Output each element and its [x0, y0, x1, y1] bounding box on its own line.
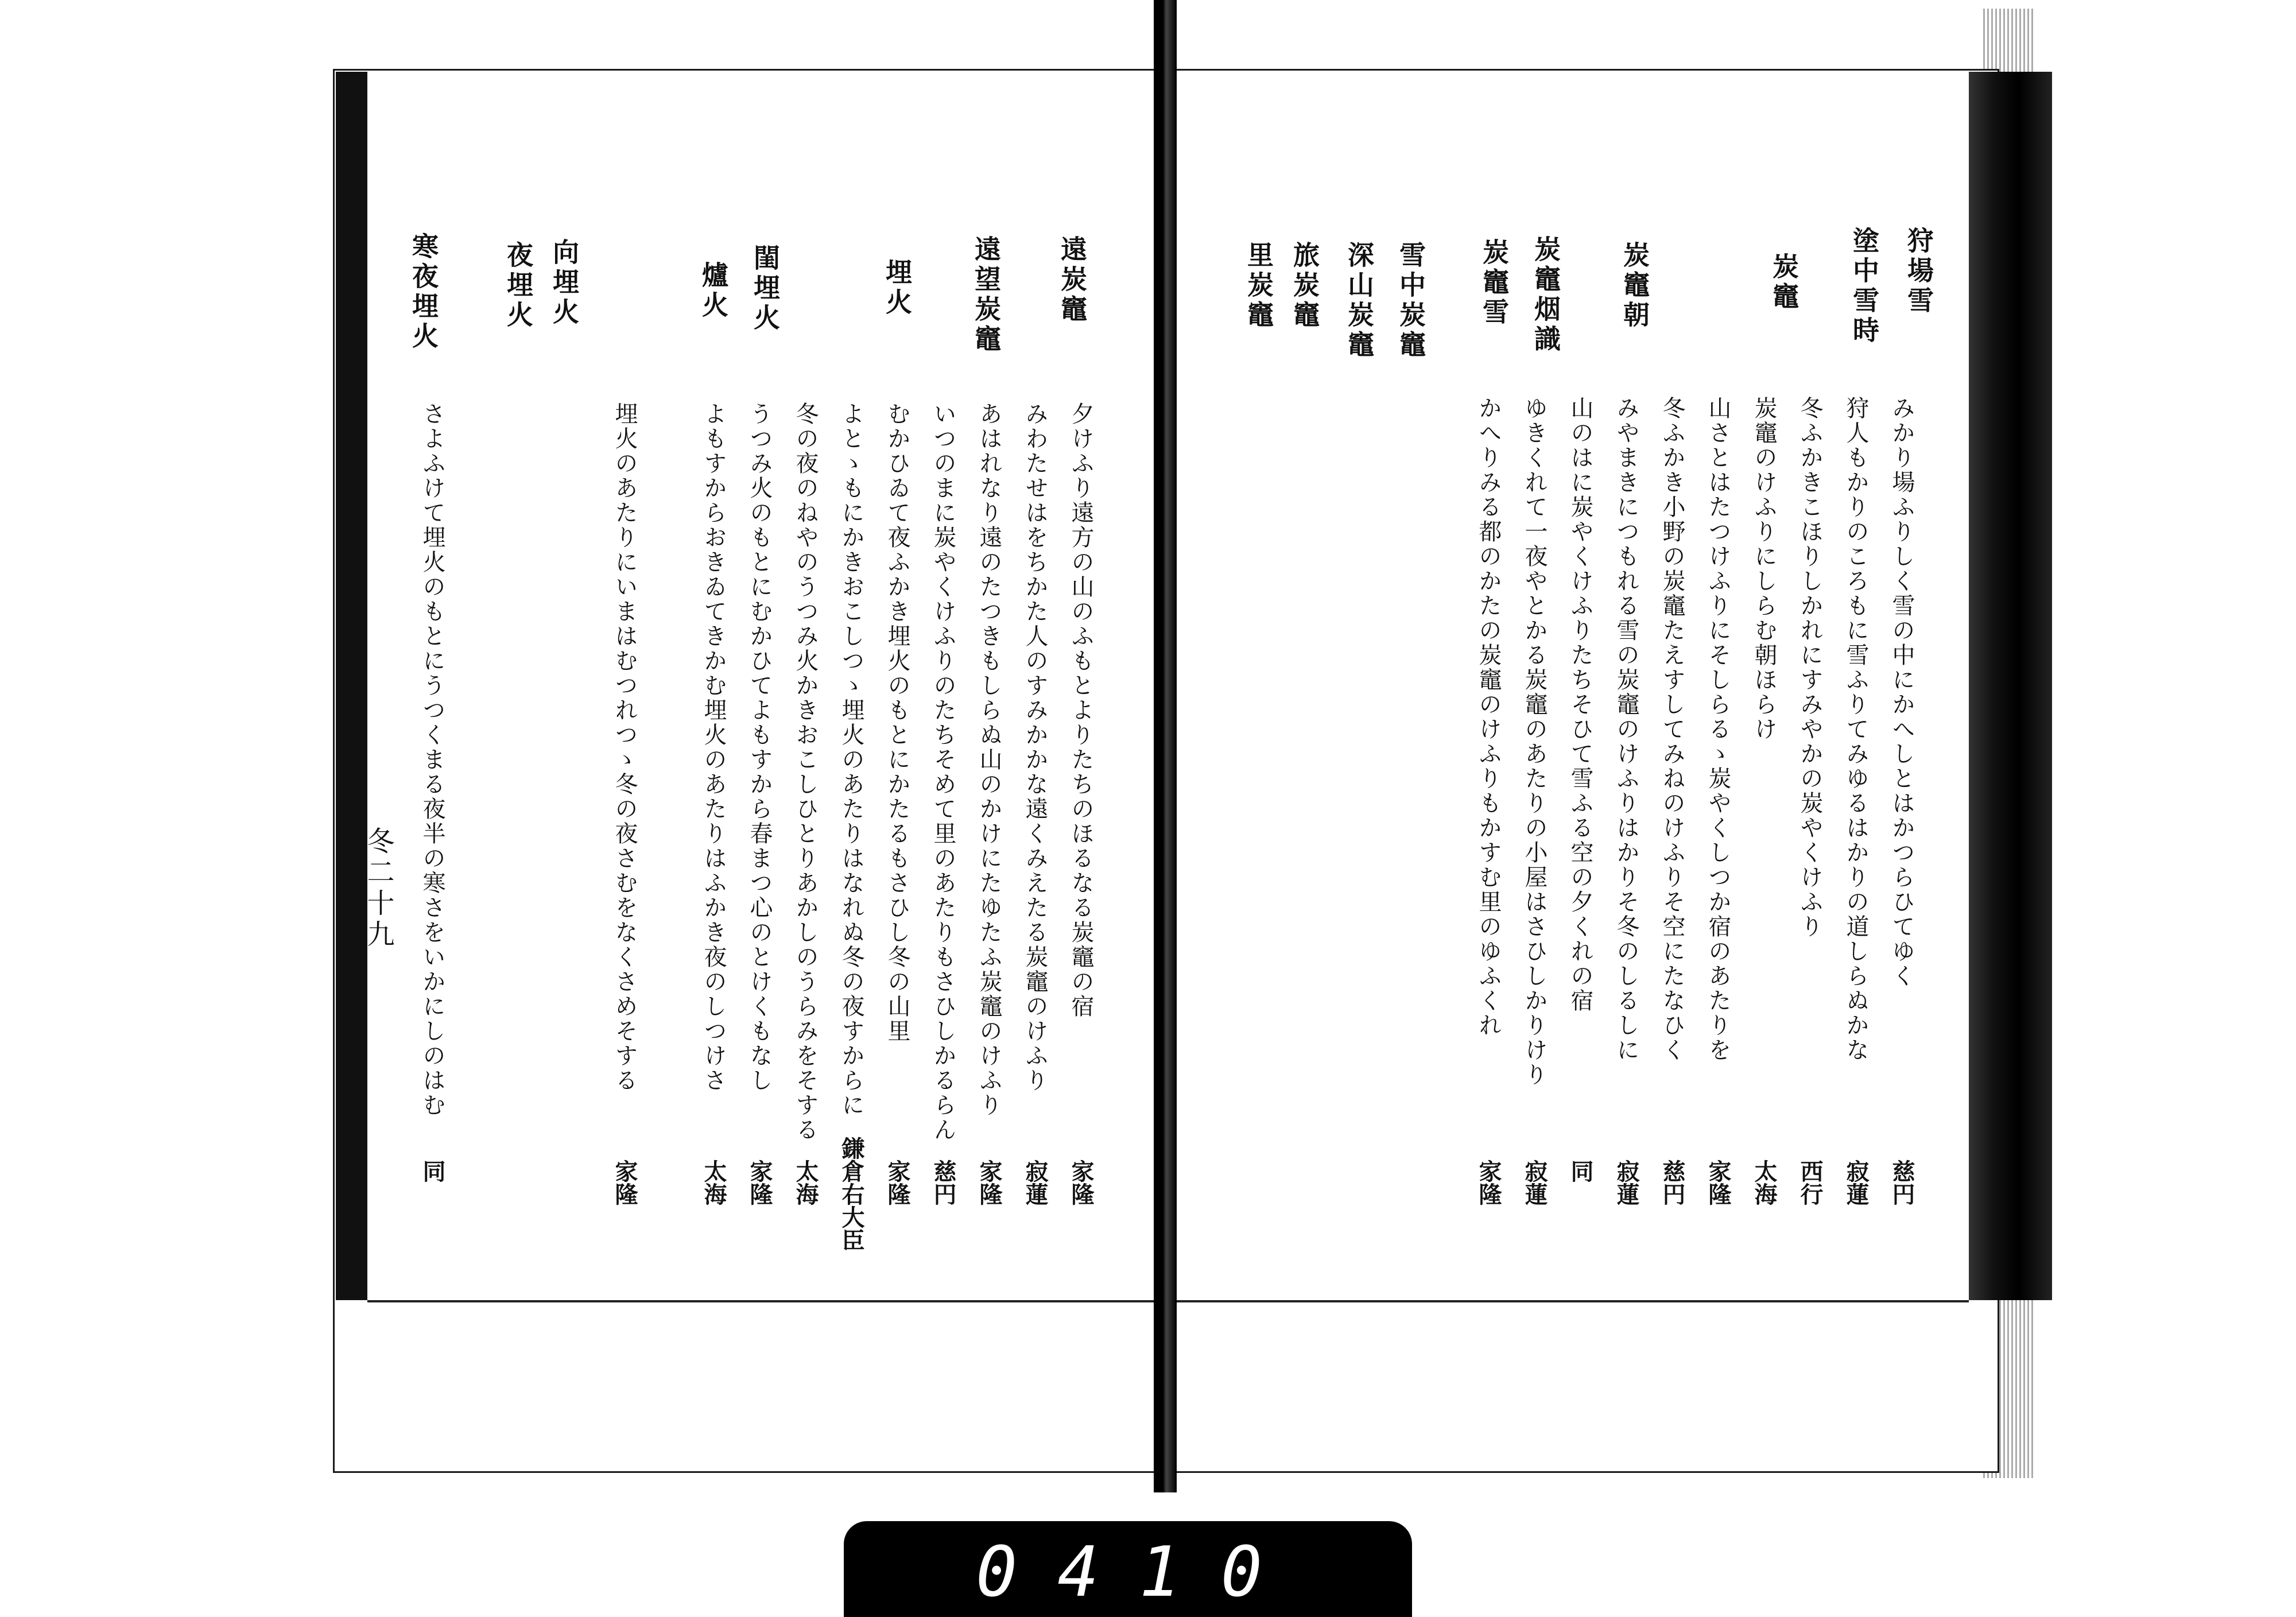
right-page-edge-shadow: [1969, 72, 2052, 1300]
poem-author: 家隆: [976, 1160, 1003, 1205]
poem-text: かへりみる都のかたの炭竈のけふりもかすむ里のゆふくれ: [1475, 396, 1502, 1038]
topic-heading: 雪中炭竈: [1395, 241, 1426, 360]
poem-text: ゆきくれて一夜やとかる炭竈のあたりの小屋はさひしかりけり: [1521, 396, 1548, 1087]
frame-number: 0410: [976, 1533, 1302, 1612]
topic-heading: 炭竈烟識: [1530, 235, 1561, 355]
page-number: 冬二十九: [362, 827, 394, 951]
poem-text: 夕けふり遠方の山のふもとよりたちのほるなる炭竈の宿: [1068, 402, 1094, 1019]
poem-text: 山さとはたつけふりにそしらるゝ炭やくしつか宿のあたりを: [1705, 396, 1731, 1063]
topic-heading: 炭竈朝: [1619, 241, 1650, 331]
poem-text: 冬ふかき小野の炭竈たえすしてみねのけふりそ空にたなひく: [1659, 396, 1685, 1063]
poem-text: 炭竈のけふりにしらむ朝ほらけ: [1751, 396, 1777, 742]
topic-heading: 閨埋火: [750, 244, 781, 334]
poem-text: みかり場ふりしく雪の中にかへしとはかつらひてゆく: [1888, 396, 1915, 988]
left-page-edge-shadow: [336, 72, 367, 1300]
poem-text: みやまきにつもれる雪の炭竈のけふりはかりそ冬のしるしに: [1613, 396, 1639, 1063]
poem-author: 同: [1567, 1160, 1594, 1182]
poem-text: 狩人もかりのころもに雪ふりてみゆるはかりの道しらぬかな: [1843, 396, 1869, 1063]
poem-author: 太海: [700, 1160, 727, 1205]
poem-author: 西行: [1797, 1160, 1824, 1205]
topic-heading: 向埋火: [549, 238, 580, 328]
poem-author: 寂蓮: [1521, 1160, 1548, 1205]
poem-text: 埋火のあたりにいまはむつれつゝ冬の夜さむをなくさめそする: [611, 402, 638, 1093]
topic-heading: 寒夜埋火: [408, 232, 439, 352]
poem-author: 家隆: [1705, 1160, 1732, 1205]
poem-author: 鎌倉右大臣: [838, 1137, 865, 1251]
poem-author: 太海: [792, 1160, 819, 1205]
poem-text: みわたせはをちかた人のすみかかな遠くみえたる炭竈のけふり: [1022, 402, 1048, 1093]
book-gutter: [1154, 0, 1177, 1492]
poem-text: よとゝもにかきおこしつゝ埋火のあたりはなれぬ冬の夜すからに: [838, 402, 864, 1118]
poem-author: 慈円: [1659, 1160, 1686, 1205]
topic-heading: 塗中雪時: [1849, 227, 1880, 346]
poem-author: 家隆: [884, 1160, 911, 1205]
poem-author: 同: [419, 1160, 446, 1182]
poem-author: 家隆: [611, 1160, 638, 1205]
poem-text: よもすからおきゐてきかむ埋火のあたりはふかき夜のしつけさ: [700, 402, 727, 1093]
topic-heading: 遠望炭竈: [971, 235, 1002, 355]
poem-author: 寂蓮: [1022, 1160, 1049, 1205]
poem-text: 山のはに炭やくけふりたちそひて雪ふる空の夕くれの宿: [1567, 396, 1593, 1013]
topic-heading: 炭竈雪: [1479, 238, 1510, 328]
poem-text: あはれなり遠のたつきもしらぬ山のかけにたゆたふ炭竈のけふり: [976, 402, 1002, 1118]
poem-author: 慈円: [1888, 1160, 1915, 1205]
poem-author: 慈円: [930, 1160, 957, 1205]
topic-heading: 深山炭竈: [1344, 241, 1375, 360]
poem-text: いつのまに炭やくけふりのたちそめて里のあたりもさひしかるらん: [930, 402, 956, 1142]
topic-heading: 爐火: [698, 261, 729, 321]
poem-text: 冬の夜のねやのうつみ火かきおこしひとりあかしのうらみをそする: [792, 402, 819, 1142]
left-page-text-bottom-rule: [367, 1300, 1154, 1302]
poem-text: さよふけて埋火のもとにうつくまる夜半の寒さをいかにしのはむ: [419, 402, 445, 1118]
topic-heading: 狩場雪: [1903, 227, 1934, 316]
topic-heading: 夜埋火: [503, 241, 534, 331]
poem-author: 寂蓮: [1843, 1160, 1870, 1205]
poem-text: うつみ火のもとにむかひてよもすから春まつ心のとけくもなし: [746, 402, 773, 1093]
poem-author: 寂蓮: [1613, 1160, 1640, 1205]
topic-heading: 旅炭竈: [1289, 241, 1320, 331]
right-page-text-bottom-rule: [1177, 1300, 1969, 1302]
topic-heading: 遠炭竈: [1057, 235, 1088, 325]
poem-author: 家隆: [1475, 1160, 1502, 1205]
poem-author: 家隆: [1068, 1160, 1095, 1205]
topic-heading: 炭竈: [1768, 253, 1799, 312]
poem-text: むかひゐて夜ふかき埋火のもとにかたるもさひし冬の山里: [884, 402, 910, 1044]
poem-author: 家隆: [746, 1160, 773, 1205]
topic-heading: 里炭竈: [1243, 241, 1274, 331]
topic-heading: 埋火: [882, 258, 913, 318]
poem-text: 冬ふかきこほりしかれにすみやかの炭やくけふり: [1797, 396, 1823, 939]
poem-author: 太海: [1751, 1160, 1778, 1205]
